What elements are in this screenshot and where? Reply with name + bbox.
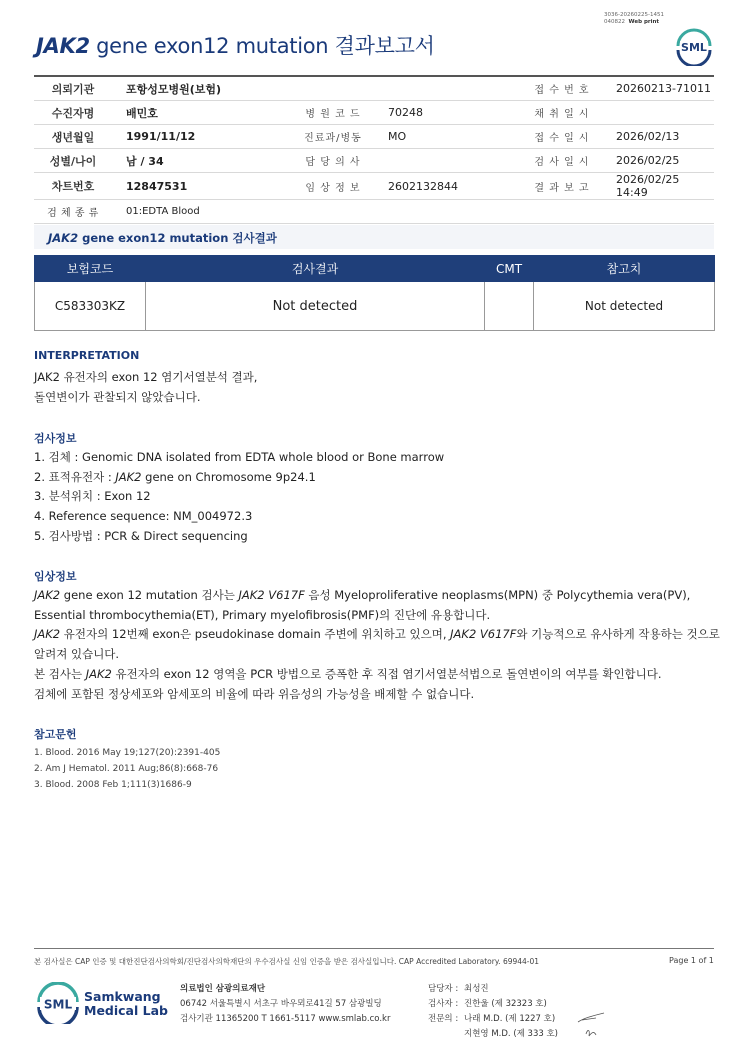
footer-logo-text: SML — [43, 997, 73, 1012]
brand-line: Samkwang — [84, 989, 161, 1004]
info-row — [34, 149, 714, 173]
brand-line: Medical Lab — [84, 1003, 168, 1018]
header-insurance-code: 보험코드 — [35, 256, 146, 282]
document-code — [604, 12, 664, 26]
interpretation-heading: INTERPRETATION — [34, 349, 140, 362]
result-cell: Not detected — [146, 282, 485, 331]
info-value: 2026/02/25 — [602, 149, 714, 173]
info-label: 접 수 일 시 — [522, 125, 602, 149]
staff-name: 나래 M.D. (제 1227 호) — [464, 1014, 556, 1024]
result-row — [35, 282, 715, 331]
footer-certification-note: 본 검사실은 CAP 인증 및 대한진단검사의학회/진단검사의학재단의 우수검사실 신임 인증을 받은 검사실입니다. CAP Accredited Laboratory. 69944-01 — [34, 957, 540, 966]
patient-info-table — [34, 75, 714, 224]
info-value: 남 / 34 — [112, 149, 294, 173]
web-print-label: Web print — [628, 19, 660, 25]
reference-item: 3. Blood. 2008 Feb 1;111(3)1686-9 — [34, 780, 192, 790]
logo-text: SML — [681, 41, 707, 54]
sml-logo-icon — [674, 26, 714, 66]
info-value — [602, 101, 714, 125]
clinical-heading: 임상정보 — [34, 570, 77, 583]
clinical-text-span: 유전자의 12번째 exon은 pseudokinase domain 주변에 위치하고 있으며, — [60, 627, 451, 642]
staff-role: 전문의 : — [428, 1014, 459, 1024]
info-label — [294, 76, 372, 101]
references-list — [34, 745, 220, 793]
gene-name: JAK2 — [34, 588, 61, 602]
info-label: 차트번호 — [34, 173, 112, 200]
interpretation-line: 돌연변이가 관찰되지 않았습니다. — [34, 389, 201, 404]
info-value: 20260213-71011 — [602, 76, 714, 101]
organization-name: 의료법인 삼광의료재단 — [180, 984, 266, 994]
info-value: 배민호 — [112, 101, 294, 125]
interpretation-text — [34, 368, 257, 407]
document-code-line — [604, 19, 664, 26]
variant-name: JAK2 V617F — [450, 627, 517, 642]
info-label: 성별/나이 — [34, 149, 112, 173]
staff-list — [428, 982, 558, 1042]
staff-role: 검사자 : — [428, 999, 459, 1009]
result-title-gene: JAK2 — [48, 231, 79, 245]
info-label: 접 수 번 호 — [522, 76, 602, 101]
info-label — [294, 200, 372, 224]
clinical-text-span: 유전자의 exon 12 영역을 PCR 방법으로 증폭한 후 직접 염기서열분석법으로 돌연변이의 여부를 확인합니다. — [111, 666, 662, 681]
info-label — [522, 200, 602, 224]
reference-cell: Not detected — [534, 282, 715, 331]
staff-name: 지현영 M.D. (제 333 호) — [464, 1029, 559, 1039]
cmt-cell — [485, 282, 534, 331]
info-row — [34, 173, 714, 200]
info-value — [602, 200, 714, 224]
info-value: 01:EDTA Blood — [112, 200, 294, 224]
reference-item: 2. Am J Hematol. 2011 Aug;86(8):668-76 — [34, 764, 219, 774]
info-row — [34, 76, 714, 101]
clinical-text-span: 와 기능적으로 유사하게 작용하는 것으로 — [516, 627, 720, 642]
test-info-text: gene on Chromosome 9p24.1 — [141, 469, 316, 484]
result-section-title — [48, 230, 277, 246]
variant-name: JAK2 V617F — [238, 588, 305, 602]
test-info-item — [34, 448, 444, 468]
document-code-id: 040822 — [604, 19, 625, 25]
info-value — [372, 149, 522, 173]
info-label: 채 취 일 시 — [522, 101, 602, 125]
info-row — [34, 200, 714, 224]
info-label: 생년월일 — [34, 125, 112, 149]
test-info-item — [34, 507, 444, 527]
info-label: 의뢰기관 — [34, 76, 112, 101]
staff-item — [428, 982, 558, 997]
page-title — [36, 30, 435, 60]
test-info-text: 4. Reference sequence: NM_004972.3 — [34, 509, 253, 524]
info-value: 12847531 — [112, 173, 294, 200]
test-info-text: 5. 검사방법 : PCR & Direct sequencing — [34, 528, 248, 543]
result-title-text: gene exon12 mutation 검사결과 — [82, 231, 277, 245]
info-value: 70248 — [372, 101, 522, 125]
staff-item — [428, 1012, 558, 1027]
info-label: 검 체 종 류 — [34, 200, 112, 224]
clinical-text — [34, 586, 720, 704]
staff-name: 최성진 — [464, 984, 489, 994]
result-table — [34, 255, 715, 331]
clinical-text-span: 음성 Myeloproliferative neoplasms(MPN) 중 Polycythemia vera(PV), — [304, 588, 691, 602]
gene-name: JAK2 — [85, 666, 112, 681]
test-info-heading: 검사정보 — [34, 432, 77, 445]
test-info-text: 1. 검체 : Genomic DNA isolated from EDTA whole blood or Bone marrow — [34, 450, 445, 464]
header-cmt: CMT — [485, 256, 534, 282]
staff-item — [428, 1027, 558, 1042]
info-value: 포항성모병원(보험) — [112, 76, 294, 101]
test-info-item — [34, 487, 444, 507]
info-value: 2026/02/25 14:49 — [602, 173, 714, 200]
clinical-line: 검체에 포함된 정상세포와 암세포의 비율에 따라 위음성의 가능성을 배제할 수 없습니다. — [34, 686, 475, 701]
header-result: 검사결과 — [146, 256, 485, 282]
insurance-code-cell: C583303KZ — [35, 282, 146, 331]
info-label: 담 당 의 사 — [294, 149, 372, 173]
test-info-list — [34, 448, 444, 547]
staff-role: 담당자 : — [428, 984, 459, 994]
test-info-text: 3. 분석위치 : Exon 12 — [34, 489, 151, 504]
info-value: 1991/11/12 — [112, 125, 294, 149]
info-label: 진료과/병동 — [294, 125, 372, 149]
info-value: MO — [372, 125, 522, 149]
info-label: 병 원 코 드 — [294, 101, 372, 125]
signature-icon — [574, 1010, 610, 1040]
title-text: gene exon12 mutation 결과보고서 — [96, 34, 435, 58]
organization-info — [180, 982, 390, 1027]
organization-contact: 검사기관 11365200 T 1661-5117 www.smlab.co.kr — [180, 1014, 391, 1024]
organization-address: 06742 서울특별시 서초구 바우뫼로41길 57 삼광빌딩 — [180, 999, 382, 1009]
brand-name — [84, 990, 168, 1018]
gene-name: JAK2 — [34, 627, 61, 642]
info-value — [372, 76, 522, 101]
info-row — [34, 101, 714, 125]
info-label: 결 과 보 고 — [522, 173, 602, 200]
gene-name: JAK2 — [115, 469, 142, 484]
clinical-line — [34, 625, 720, 645]
staff-item — [428, 997, 558, 1012]
clinical-line: 알려져 있습니다. — [34, 647, 120, 662]
info-row — [34, 125, 714, 149]
staff-name: 진한울 (제 32323 호) — [464, 999, 547, 1009]
reference-item: 1. Blood. 2016 May 19;127(20):2391-405 — [34, 748, 221, 758]
page-number: Page 1 of 1 — [669, 956, 714, 965]
info-label: 검 사 일 시 — [522, 149, 602, 173]
header-reference: 참고치 — [534, 256, 715, 282]
references-heading: 참고문헌 — [34, 728, 77, 741]
title-gene: JAK2 — [36, 34, 90, 58]
footer-divider — [34, 948, 714, 949]
info-value — [372, 200, 522, 224]
test-info-text: 2. 표적유전자 : — [34, 469, 116, 484]
sml-footer-logo-icon — [36, 982, 80, 1024]
info-value: 2602132844 — [372, 173, 522, 200]
info-value: 2026/02/13 — [602, 125, 714, 149]
clinical-line — [34, 665, 720, 685]
clinical-line: Essential thrombocythemia(ET), Primary myelofibrosis(PMF)의 진단에 유용합니다. — [34, 607, 491, 622]
test-info-item — [34, 468, 444, 488]
test-info-item — [34, 527, 444, 547]
info-label: 임 상 정 보 — [294, 173, 372, 200]
clinical-line — [34, 586, 720, 606]
info-label: 수진자명 — [34, 101, 112, 125]
document-code-line: 3036-20260225-1451 — [604, 12, 664, 18]
clinical-text-span: gene exon 12 mutation 검사는 — [60, 588, 239, 602]
clinical-text-span: 본 검사는 — [34, 666, 86, 681]
result-header-row — [35, 256, 715, 282]
interpretation-line: JAK2 유전자의 exon 12 염기서열분석 결과, — [34, 370, 258, 384]
